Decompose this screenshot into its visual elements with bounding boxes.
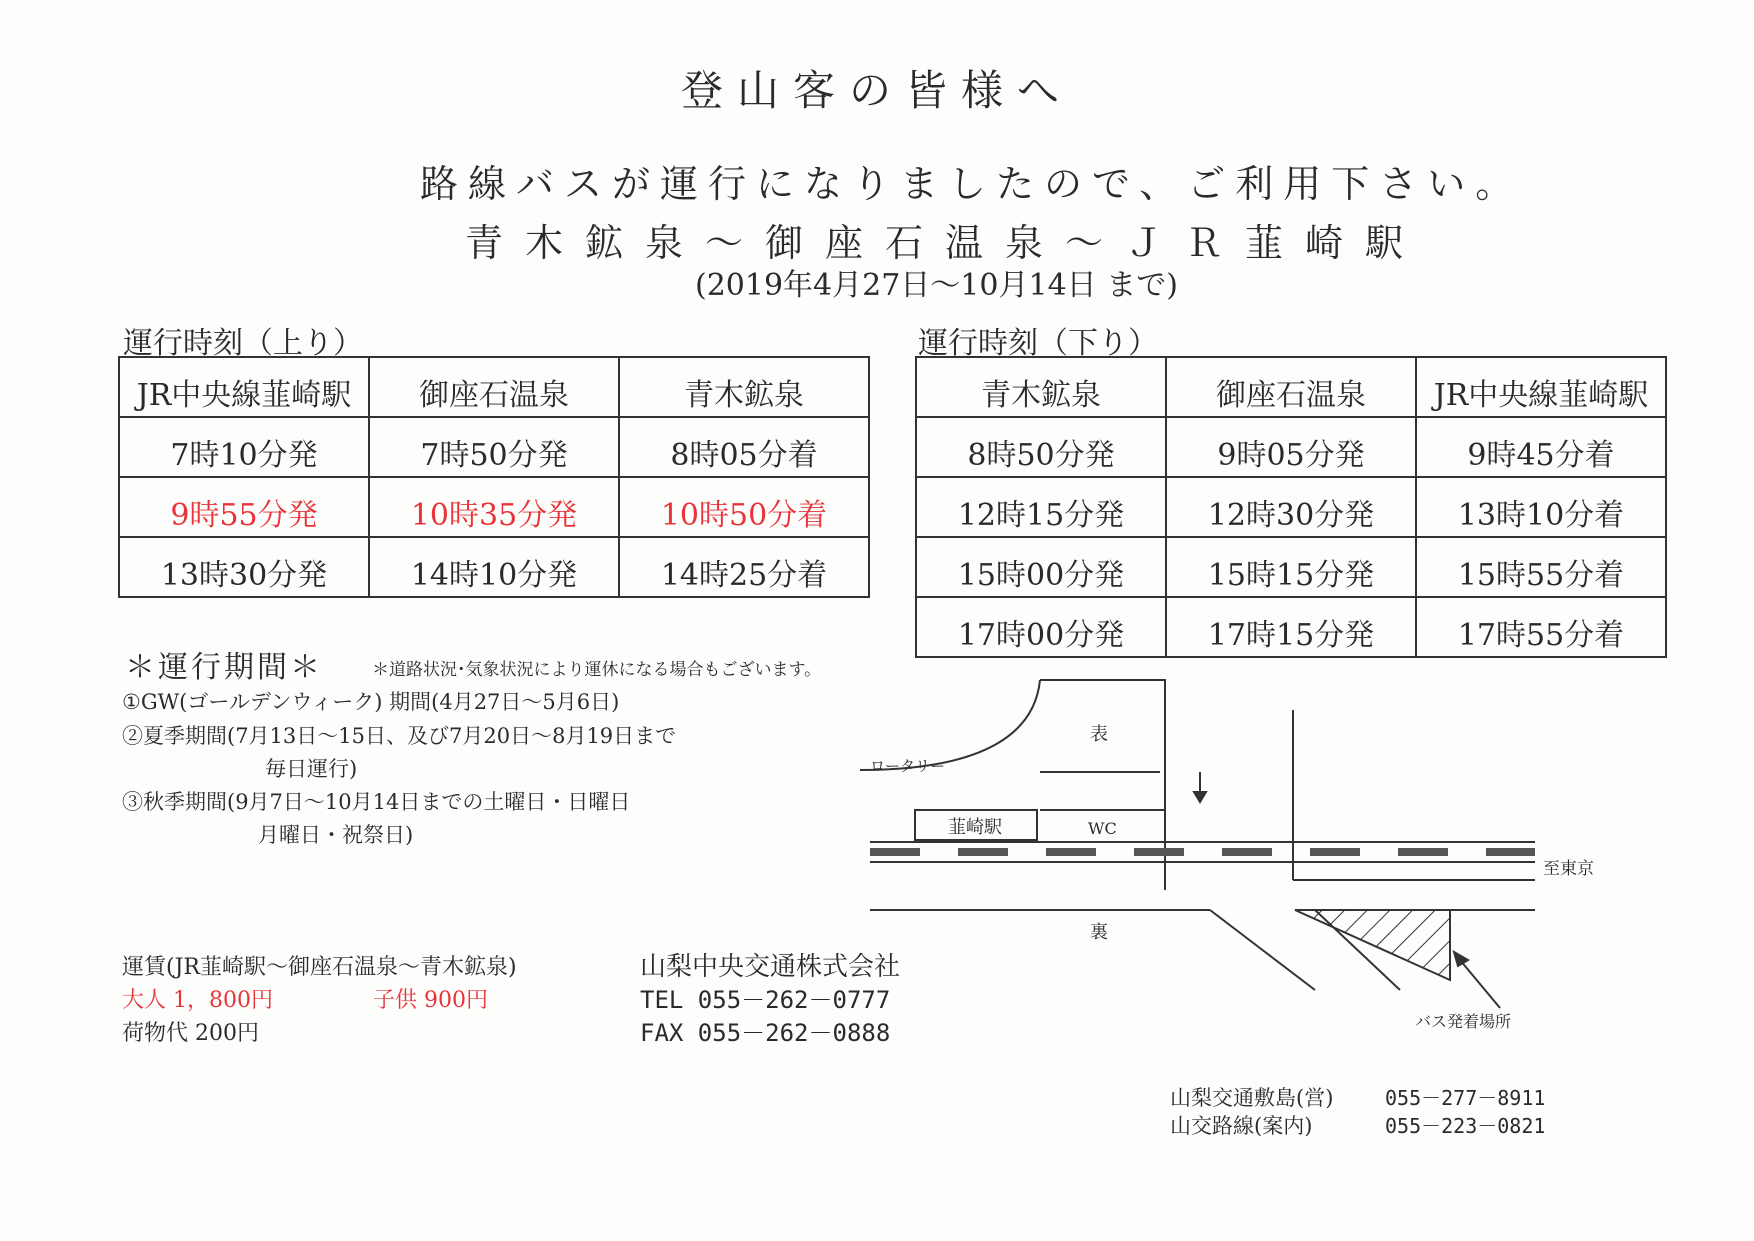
- map-back-label: 裏: [1090, 922, 1108, 943]
- down-cell: 12時30分発: [1166, 477, 1416, 537]
- up-header-cell: 青木鉱泉: [619, 357, 869, 417]
- up-row: [119, 417, 869, 477]
- up-header-cell: 御座石温泉: [369, 357, 619, 417]
- page-title: 登山客の皆様へ: [680, 66, 1073, 115]
- road-diagonal-left: [1210, 910, 1315, 990]
- up-cell: 9時55分発: [119, 477, 369, 537]
- down-cell: 9時05分発: [1166, 417, 1416, 477]
- down-cell: 17時55分着: [1416, 597, 1666, 657]
- period-item-2: ②夏季期間(7月13日～15日、及び7月20日～8月19日まで: [122, 724, 677, 748]
- period-title: ＊運行期間＊: [125, 650, 323, 685]
- contact-name: 山交路線(案内): [1170, 1114, 1313, 1138]
- up-cell: 10時35分発: [369, 477, 619, 537]
- down-row: [916, 417, 1666, 477]
- down-row: [916, 537, 1666, 597]
- luggage-fee: 荷物代 200円: [122, 1021, 259, 1046]
- up-header-row: [119, 357, 869, 417]
- up-cell: 14時25分着: [619, 537, 869, 597]
- station-map: [860, 670, 1660, 1030]
- weather-note: ＊道路状況･気象状況により運休になる場合もございます。: [372, 660, 822, 680]
- down-row: [916, 597, 1666, 657]
- bus-stop-area: [1295, 910, 1450, 980]
- up-timetable: [118, 356, 870, 598]
- announcement: 路線バスが運行になりましたので、ご利用下さい。: [420, 162, 1524, 206]
- up-cell: 10時50分着: [619, 477, 869, 537]
- down-arrow-head: [1194, 792, 1206, 802]
- down-cell: 13時10分着: [1416, 477, 1666, 537]
- down-row: [916, 477, 1666, 537]
- company-tel: TEL 055－262－0777: [640, 986, 891, 1014]
- down-cell: 17時15分発: [1166, 597, 1416, 657]
- period-item-3-cont: 月曜日・祝祭日): [258, 823, 414, 847]
- map-rotary-label: ロータリー: [870, 757, 946, 775]
- down-cell: 12時15分発: [916, 477, 1166, 537]
- down-header-cell: 御座石温泉: [1166, 357, 1416, 417]
- down-cell: 15時55分着: [1416, 537, 1666, 597]
- up-cell: 8時05分着: [619, 417, 869, 477]
- map-to-tokyo-label: 至東京: [1543, 859, 1594, 879]
- bus-stop-arrow: [1460, 960, 1500, 1008]
- map-wc-label: WC: [1088, 819, 1117, 838]
- station-building-outline: [1040, 680, 1165, 890]
- map-front-label: 表: [1090, 724, 1108, 745]
- up-header-cell: JR中央線韮崎駅: [119, 357, 369, 417]
- down-header-cell: JR中央線韮崎駅: [1416, 357, 1666, 417]
- down-cell: 8時50分発: [916, 417, 1166, 477]
- down-cell: 9時45分着: [1416, 417, 1666, 477]
- down-header-cell: 青木鉱泉: [916, 357, 1166, 417]
- contact-phone: 055－223－0821: [1385, 1114, 1546, 1138]
- down-timetable: [915, 356, 1667, 658]
- down-cell: 17時00分発: [916, 597, 1166, 657]
- up-caption: 運行時刻（上り）: [123, 326, 363, 361]
- up-cell: 13時30分発: [119, 537, 369, 597]
- period-item-1: ①GW(ゴールデンウィーク) 期間(4月27日～5月6日): [122, 690, 620, 714]
- contact-name: 山梨交通敷島(営): [1170, 1086, 1334, 1110]
- down-cell: 15時00分発: [916, 537, 1166, 597]
- fare-adult: 大人 1，800円: [122, 988, 273, 1013]
- up-cell: 14時10分発: [369, 537, 619, 597]
- map-bus-stop-label: バス発着場所: [1415, 1012, 1512, 1030]
- period-item-3: ③秋季期間(9月7日～10月14日までの土曜日・日曜日: [122, 790, 631, 814]
- down-cell: 15時15分発: [1166, 537, 1416, 597]
- up-cell: 7時10分発: [119, 417, 369, 477]
- route-name: 青木鉱泉～御座石温泉～ＪＲ韮崎駅: [465, 221, 1426, 265]
- bus-stop-arrow-head: [1454, 952, 1468, 966]
- fare-child: 子供 900円: [373, 988, 488, 1013]
- service-dates: (2019年4月27日～10月14日 まで): [695, 268, 1178, 303]
- contact-phone: 055－277－8911: [1385, 1086, 1546, 1110]
- up-row: [119, 537, 869, 597]
- company-name: 山梨中央交通株式会社: [640, 952, 901, 982]
- period-item-2-cont: 毎日運行): [265, 757, 358, 781]
- up-row-highlighted: [119, 477, 869, 537]
- company-fax: FAX 055－262－0888: [640, 1019, 891, 1047]
- down-header-row: [916, 357, 1666, 417]
- fare-label: 運賃(JR韮崎駅～御座石温泉～青木鉱泉): [122, 955, 517, 980]
- up-cell: 7時50分発: [369, 417, 619, 477]
- map-station-label: 韮崎駅: [948, 817, 1002, 838]
- down-caption: 運行時刻（下り）: [918, 326, 1158, 361]
